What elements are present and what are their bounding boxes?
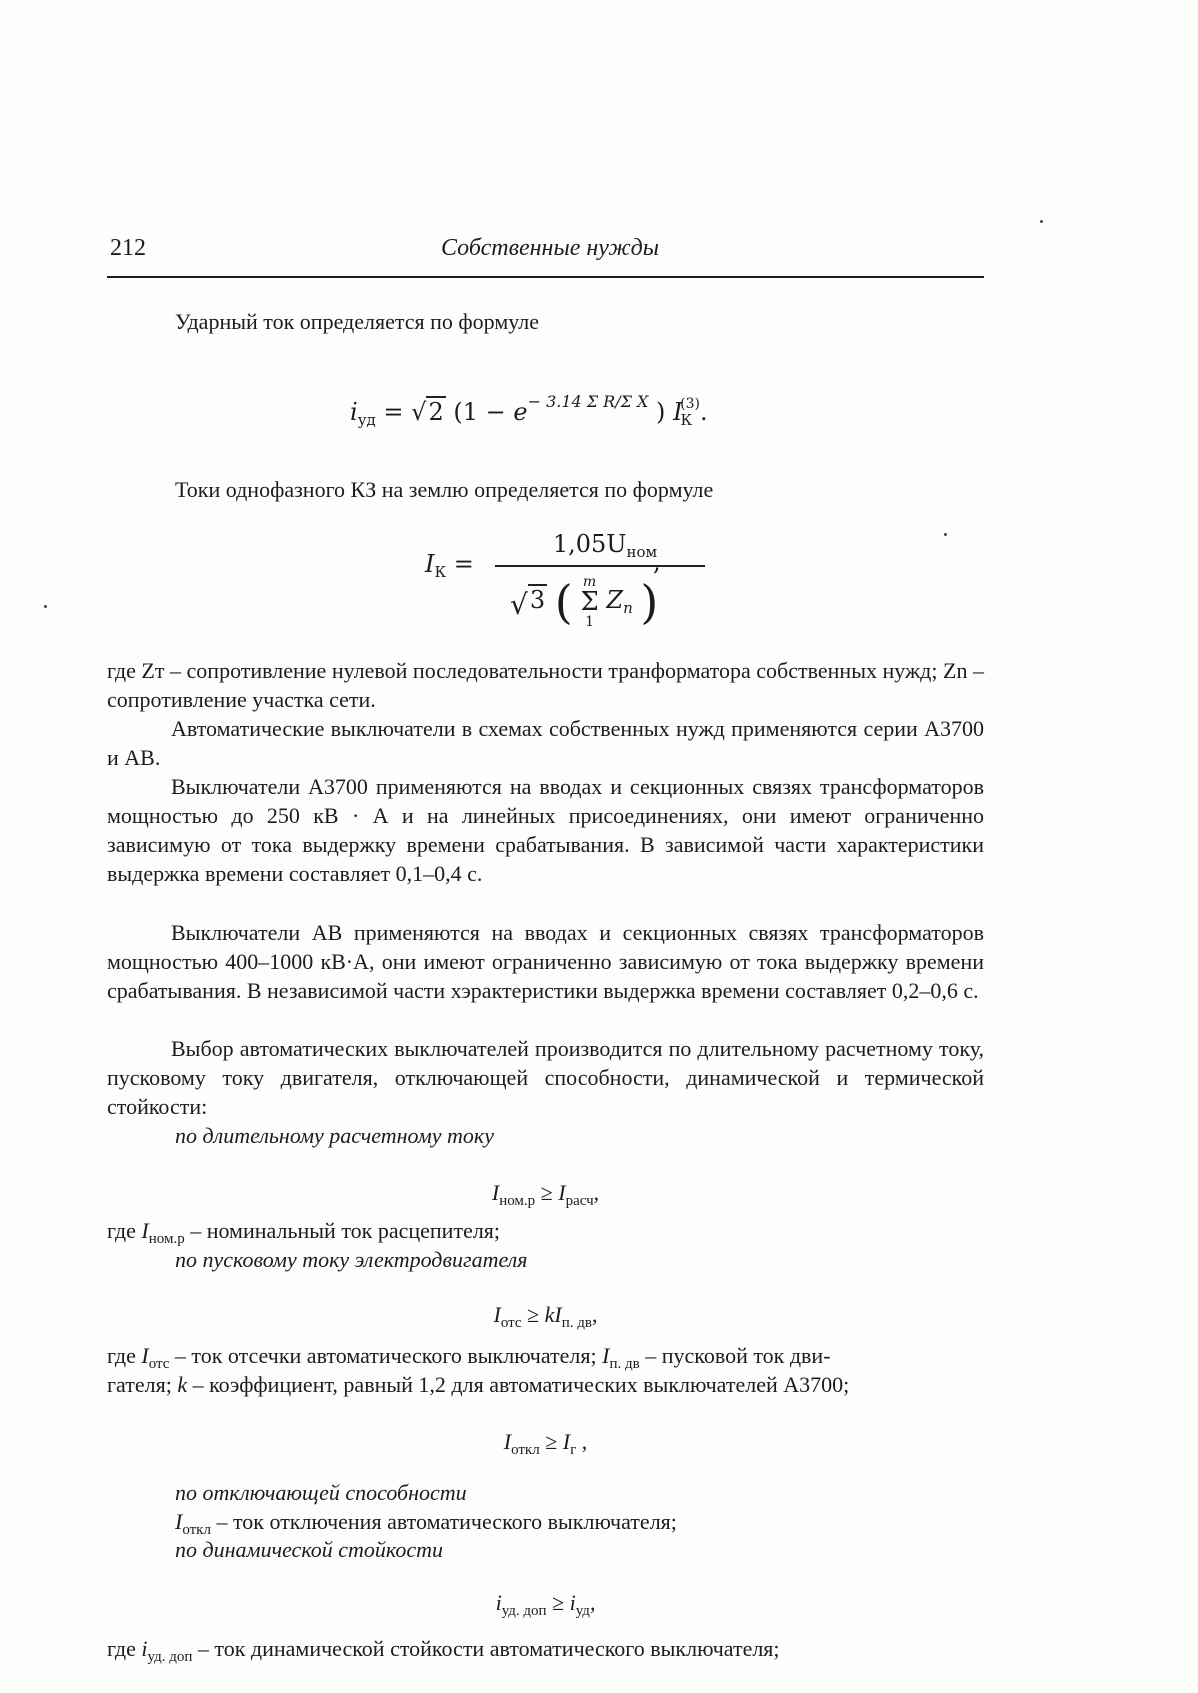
heading-long-current: по длительному расчетному току <box>175 1123 494 1148</box>
intro-shock-text: Ударный ток определяется по формуле <box>175 309 540 334</box>
formula-break: $I_{откл} \ge I_г$ , <box>503 1429 588 1458</box>
where-break: $I_{откл}$ – ток отключения автоматического выключателя; <box>175 1509 677 1538</box>
formula-single: $I_К$ = $1,05U_{ном}$ , √3 ( m Σ 1 $Z_n$ ) <box>425 530 725 650</box>
where-long: где $I_{ном.р}$ – номинальный ток расцепителя; <box>107 1218 501 1247</box>
scan-speck <box>944 533 947 536</box>
heading-start-current: по пусковому току электродвигателя <box>175 1247 528 1272</box>
formula-long: $I_{ном.р} \ge I_{расч}$, <box>491 1180 600 1209</box>
where-dynamic: где $i_{уд. доп}$ – ток динамической стойкости автоматического выключателя; <box>107 1636 780 1665</box>
formula-shock: $i_{уд} = √2$ ($1 - e^{- 3.14 \Sigma R/\Sigma X}$ ) $I_К^{(3)}$. <box>350 392 708 429</box>
para-series: Автоматические выключатели в схемах собственных нужд применяются серии А3700 и АВ. <box>107 716 984 770</box>
where-start-line1: где $I_{отс}$ – ток отсечки автоматического выключателя; $I_{п. дв}$ – пусковой ток дви- <box>107 1343 831 1372</box>
where-start-line2: гателя; k – коэффициент, равный 1,2 для автоматических выключателей А3700; <box>107 1372 850 1397</box>
heading-breaking-capacity: по отключающей способности <box>175 1480 467 1505</box>
heading-dynamic: по динамической стойкости <box>175 1537 444 1562</box>
formula-start: $I_{отс} \ge kI_{п. дв}$, <box>493 1302 598 1331</box>
scan-speck <box>1040 220 1043 223</box>
para-choice: Выбор автоматических выключателей производится по длительному расчетному току, пусковому току двигателя, отключающей способности, динамической и термической стойкости: <box>107 1036 984 1119</box>
para-a3700: Выключатели А3700 применяются на вводах и секционных связях трансформаторов мощностью до 250 кВ · А и на линейных присоединениях, они имеют ограниченно зависимую от тока выдержку времени срабатывания. В зависимой части характеристики выдержка времени составляет 0,1–0,4 с. <box>107 774 984 886</box>
fraction-bar <box>495 565 705 567</box>
header-rule <box>107 276 984 278</box>
formula-dynamic: $i_{уд. доп} \ge i_{уд}$, <box>495 1590 596 1619</box>
scan-speck <box>44 605 47 608</box>
page-number: 212 <box>110 235 146 261</box>
para-av: Выключатели АВ применяются на вводах и секционных связях трансформаторов мощностью 400–1000 кВ·А, они имеют ограниченно зависимую от тока выдержку времени срабатывания. В независимой части хэрактеристики выдержка времени составляет 0,2–0,6 с. <box>107 920 984 1003</box>
para-where-z: где Zт – сопротивление нулевой последовательности транформатора собственных нужд; Zn –сопротивление участка сети. <box>107 658 984 712</box>
intro-single-text: Токи однофазного КЗ на землю определяется по формуле <box>175 477 714 502</box>
running-title: Собственные нужды <box>440 235 660 261</box>
